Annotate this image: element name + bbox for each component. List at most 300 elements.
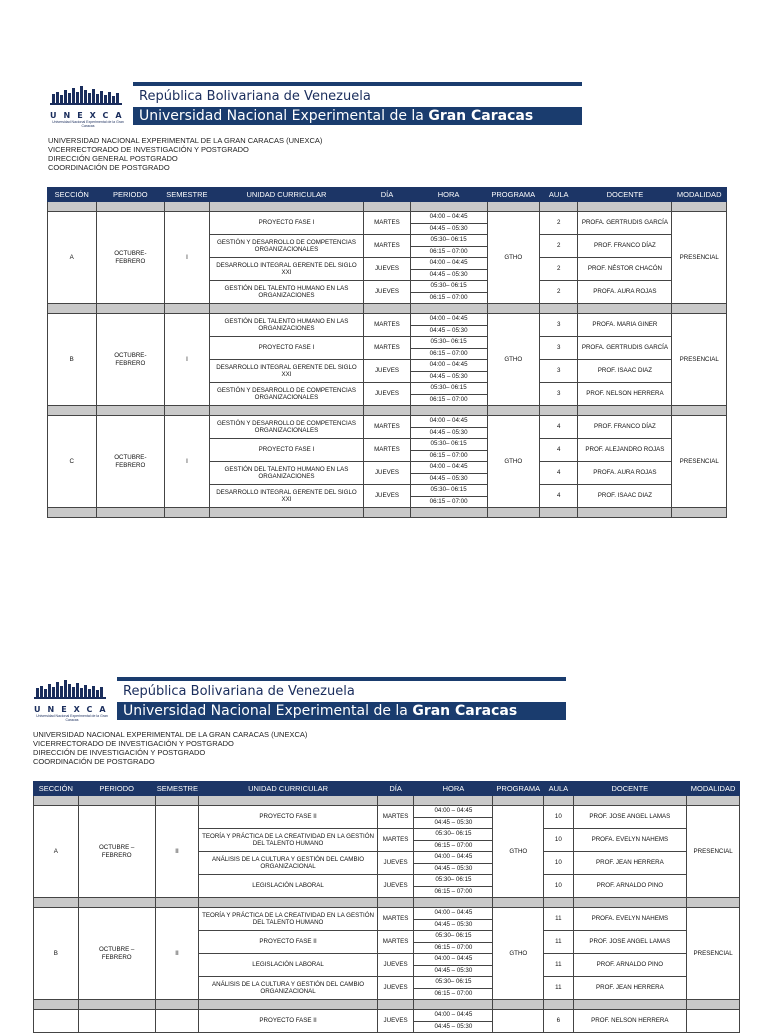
separator-cell	[96, 406, 165, 416]
institution-lines	[48, 136, 322, 172]
institution-line: DIRECCIÓN DE INVESTIGACIÓN Y POSTGRADO	[33, 748, 206, 757]
docente-cell: PROF. FRANCO DÍAZ	[578, 416, 672, 439]
hora-cell	[410, 212, 487, 235]
unidad-curricular-cell: PROYECTO FASE I	[209, 439, 364, 462]
column-header: DÍA	[377, 782, 414, 796]
aula-cell: 2	[540, 258, 578, 281]
unidad-curricular-cell: GESTIÓN DEL TALENTO HUMANO EN LAS ORGANIZACIONES	[209, 281, 364, 304]
separator-cell	[540, 406, 578, 416]
separator-cell	[487, 508, 540, 518]
hora-slot: 04:45 – 05:30	[429, 224, 468, 232]
separator-cell	[540, 202, 578, 212]
schedule-table	[33, 781, 740, 1033]
docente-cell: PROF. JOSE ANGEL LAMAS	[573, 806, 687, 829]
hora-slot: 05:30– 06:15	[411, 383, 487, 395]
column-header: AULA	[544, 782, 573, 796]
hora-slot: 06:15 – 07:00	[434, 943, 473, 951]
column-header: UNIDAD CURRICULAR	[209, 188, 364, 202]
hora-cell	[414, 931, 493, 954]
separator-cell	[96, 202, 165, 212]
separator-cell	[199, 898, 378, 908]
separator-cell	[377, 1000, 414, 1010]
modalidad-cell: PRESENCIAL	[672, 212, 727, 304]
hora-slot: 04:00 – 04:45	[414, 806, 492, 818]
hora-slot: 04:00 – 04:45	[414, 852, 492, 864]
docente-cell: PROFA. MARIA GINER	[578, 314, 672, 337]
semestre-cell: II	[155, 908, 199, 1000]
docente-cell: PROF. JOSE ANGEL LAMAS	[573, 931, 687, 954]
separator-cell	[165, 202, 209, 212]
hora-slot: 06:15 – 07:00	[429, 451, 468, 459]
dia-cell: JUEVES	[364, 485, 410, 508]
table-row	[34, 1010, 740, 1033]
separator-cell	[487, 304, 540, 314]
docente-cell: PROF. NELSON HERRERA	[578, 383, 672, 406]
aula-cell: 4	[540, 462, 578, 485]
hora-slot: 05:30– 06:15	[414, 977, 492, 989]
column-header: PERIODO	[78, 782, 155, 796]
column-header: SECCIÓN	[34, 782, 79, 796]
hora-slot: 06:15 – 07:00	[429, 293, 468, 301]
separator-cell	[687, 1000, 740, 1010]
hora-cell	[414, 1010, 493, 1033]
aula-cell: 2	[540, 235, 578, 258]
logo-buildings-icon	[34, 678, 108, 700]
docente-cell: PROFA. AURA ROJAS	[578, 462, 672, 485]
aula-cell: 4	[540, 439, 578, 462]
separator-cell	[165, 508, 209, 518]
dia-cell: JUEVES	[377, 1010, 414, 1033]
dia-cell: MARTES	[364, 212, 410, 235]
docente-cell: PROFA. EVELYN NAHEMS	[573, 908, 687, 931]
dia-cell: MARTES	[377, 931, 414, 954]
unidad-curricular-cell: DESARROLLO INTEGRAL GERENTE DEL SIGLO XXI	[209, 360, 364, 383]
institution-line: UNIVERSIDAD NACIONAL EXPERIMENTAL DE LA GRAN CARACAS (UNEXCA)	[48, 136, 323, 145]
separator-cell	[78, 796, 155, 806]
unidad-curricular-cell: TEORÍA Y PRÁCTICA DE LA CREATIVIDAD EN LA GESTIÓN DEL TALENTO HUMANO	[199, 829, 378, 852]
modalidad-cell: PRESENCIAL	[672, 314, 727, 406]
separator-cell	[573, 898, 687, 908]
aula-cell: 11	[544, 977, 573, 1000]
separator-cell	[96, 304, 165, 314]
docente-cell: PROF. JEAN HERRERA	[573, 852, 687, 875]
university-title-bold: Gran Caracas	[412, 703, 518, 719]
institution-line: COORDINACIÓN DE POSTGRADO	[48, 163, 170, 172]
separator-cell	[199, 796, 378, 806]
separator-cell	[364, 406, 410, 416]
periodo-cell	[78, 1010, 155, 1033]
separator-cell	[155, 1000, 199, 1010]
seccion-cell: B	[48, 314, 97, 406]
section-separator	[48, 508, 727, 518]
hora-slot: 06:15 – 07:00	[429, 247, 468, 255]
column-header: MODALIDAD	[687, 782, 740, 796]
docente-cell: PROF. NELSON HERRERA	[573, 1010, 687, 1033]
hora-cell	[410, 416, 487, 439]
hora-slot: 05:30– 06:15	[411, 337, 487, 349]
unidad-curricular-cell: GESTIÓN Y DESARROLLO DE COMPETENCIAS ORGANIZACIONALES	[209, 383, 364, 406]
modalidad-cell	[687, 1010, 740, 1033]
seccion-cell	[34, 1010, 79, 1033]
hora-cell	[414, 806, 493, 829]
docente-cell: PROFA. GERTRUDIS GARCÍA	[578, 212, 672, 235]
aula-cell: 11	[544, 954, 573, 977]
hora-cell	[410, 360, 487, 383]
unexca-logo	[34, 678, 113, 722]
section-separator	[48, 406, 727, 416]
column-header: SECCIÓN	[48, 188, 97, 202]
university-title-bold: Gran Caracas	[428, 108, 534, 124]
separator-cell	[414, 898, 493, 908]
separator-cell	[573, 796, 687, 806]
separator-cell	[377, 898, 414, 908]
hora-slot: 04:45 – 05:30	[429, 326, 468, 334]
dia-cell: JUEVES	[377, 977, 414, 1000]
hora-slot: 04:00 – 04:45	[411, 258, 487, 270]
separator-cell	[155, 898, 199, 908]
hora-slot: 04:00 – 04:45	[414, 908, 492, 920]
separator-cell	[414, 796, 493, 806]
separator-cell	[672, 406, 727, 416]
separator-cell	[672, 304, 727, 314]
hora-slot: 04:45 – 05:30	[434, 920, 473, 928]
institution-line: UNIVERSIDAD NACIONAL EXPERIMENTAL DE LA GRAN CARACAS (UNEXCA)	[33, 730, 308, 739]
aula-cell: 3	[540, 383, 578, 406]
separator-cell	[199, 1000, 378, 1010]
hora-slot: 04:45 – 05:30	[434, 864, 473, 872]
unidad-curricular-cell: DESARROLLO INTEGRAL GERENTE DEL SIGLO XXI	[209, 485, 364, 508]
dia-cell: JUEVES	[377, 852, 414, 875]
hora-slot: 04:00 – 04:45	[414, 1010, 492, 1022]
programa-cell: GTHO	[493, 806, 544, 898]
dia-cell: MARTES	[377, 829, 414, 852]
hora-slot: 04:00 – 04:45	[411, 416, 487, 428]
docente-cell: PROF. ALEJANDRO ROJAS	[578, 439, 672, 462]
docente-cell: PROF. ISAAC DIAZ	[578, 485, 672, 508]
separator-cell	[155, 796, 199, 806]
separator-cell	[544, 796, 573, 806]
docente-cell: PROFA. GERTRUDIS GARCÍA	[578, 337, 672, 360]
separator-cell	[578, 202, 672, 212]
seccion-cell: A	[48, 212, 97, 304]
hora-slot: 04:00 – 04:45	[414, 954, 492, 966]
dia-cell: JUEVES	[364, 360, 410, 383]
separator-cell	[687, 898, 740, 908]
hora-cell	[414, 954, 493, 977]
hora-cell	[410, 485, 487, 508]
university-title	[117, 702, 566, 720]
column-header: DOCENTE	[578, 188, 672, 202]
docente-cell: PROFA. AURA ROJAS	[578, 281, 672, 304]
university-title	[133, 107, 582, 125]
modalidad-cell: PRESENCIAL	[687, 908, 740, 1000]
separator-cell	[544, 1000, 573, 1010]
unidad-curricular-cell: PROYECTO FASE II	[199, 806, 378, 829]
separator-cell	[34, 898, 79, 908]
table-row	[48, 314, 727, 337]
dia-cell: JUEVES	[377, 954, 414, 977]
seccion-cell: C	[48, 416, 97, 508]
institution-line: COORDINACIÓN DE POSTGRADO	[33, 757, 155, 766]
hora-slot: 04:45 – 05:30	[434, 1022, 473, 1030]
separator-cell	[410, 202, 487, 212]
aula-cell: 4	[540, 485, 578, 508]
column-header: SEMESTRE	[155, 782, 199, 796]
hora-slot: 06:15 – 07:00	[434, 841, 473, 849]
unidad-curricular-cell: GESTIÓN Y DESARROLLO DE COMPETENCIAS ORGANIZACIONALES	[209, 235, 364, 258]
column-header: AULA	[540, 188, 578, 202]
institution-lines	[33, 730, 307, 766]
table-row	[34, 908, 740, 931]
separator-cell	[487, 406, 540, 416]
separator-cell	[540, 508, 578, 518]
hora-slot: 06:15 – 07:00	[429, 497, 468, 505]
programa-cell: GTHO	[487, 416, 540, 508]
logo-subtitle: Universidad Nacional Experimental de la Gran Caracas	[52, 120, 124, 128]
country-title: República Bolivariana de Venezuela	[139, 89, 371, 104]
hora-cell	[410, 258, 487, 281]
dia-cell: JUEVES	[364, 462, 410, 485]
separator-cell	[544, 898, 573, 908]
periodo-cell: OCTUBRE- FEBRERO	[96, 416, 165, 508]
university-title-main: Universidad Nacional Experimental de la	[139, 108, 429, 124]
hora-slot: 06:15 – 07:00	[434, 887, 473, 895]
programa-cell: GTHO	[493, 908, 544, 1000]
programa-cell: GTHO	[487, 314, 540, 406]
hora-slot: 04:45 – 05:30	[429, 270, 468, 278]
separator-cell	[364, 508, 410, 518]
hora-slot: 05:30– 06:15	[411, 439, 487, 451]
unidad-curricular-cell: TEORÍA Y PRÁCTICA DE LA CREATIVIDAD EN LA GESTIÓN DEL TALENTO HUMANO	[199, 908, 378, 931]
hora-slot: 04:45 – 05:30	[429, 474, 468, 482]
institution-line: VICERRECTORADO DE INVESTIGACIÓN Y POSTGRADO	[33, 739, 234, 748]
separator-cell	[578, 304, 672, 314]
dia-cell: JUEVES	[364, 258, 410, 281]
column-header: HORA	[410, 188, 487, 202]
column-header: PERIODO	[96, 188, 165, 202]
column-header: DOCENTE	[573, 782, 687, 796]
table-row	[48, 212, 727, 235]
separator-cell	[672, 508, 727, 518]
unidad-curricular-cell: PROYECTO FASE II	[199, 931, 378, 954]
logo-wordmark: UNEXCA	[50, 111, 129, 120]
programa-cell: GTHO	[487, 212, 540, 304]
separator-cell	[34, 1000, 79, 1010]
separator-cell	[165, 406, 209, 416]
unexca-logo	[50, 84, 129, 128]
aula-cell: 10	[544, 829, 573, 852]
country-title: República Bolivariana de Venezuela	[123, 684, 355, 699]
hora-slot: 04:00 – 04:45	[411, 314, 487, 326]
schedule-table	[47, 187, 727, 518]
table-row	[48, 416, 727, 439]
programa-cell	[493, 1010, 544, 1033]
aula-cell: 11	[544, 908, 573, 931]
hora-slot: 06:15 – 07:00	[429, 395, 468, 403]
aula-cell: 3	[540, 337, 578, 360]
logo-buildings-icon	[50, 84, 124, 106]
aula-cell: 6	[544, 1010, 573, 1033]
unidad-curricular-cell: LEGISLACIÓN LABORAL	[199, 954, 378, 977]
periodo-cell: OCTUBRE- FEBRERO	[96, 212, 165, 304]
dia-cell: MARTES	[377, 806, 414, 829]
separator-cell	[209, 508, 364, 518]
docente-cell: PROF. NÉSTOR CHACÓN	[578, 258, 672, 281]
hora-cell	[410, 462, 487, 485]
unidad-curricular-cell: PROYECTO FASE I	[209, 337, 364, 360]
logo-wordmark: UNEXCA	[34, 705, 113, 714]
seccion-cell: B	[34, 908, 79, 1000]
separator-cell	[209, 304, 364, 314]
hora-slot: 04:00 – 04:45	[411, 212, 487, 224]
hora-slot: 05:30– 06:15	[414, 829, 492, 841]
hora-cell	[410, 383, 487, 406]
hora-slot: 06:15 – 07:00	[434, 989, 473, 997]
aula-cell: 2	[540, 281, 578, 304]
separator-cell	[48, 202, 97, 212]
column-header: PROGRAMA	[493, 782, 544, 796]
institution-line: VICERRECTORADO DE INVESTIGACIÓN Y POSTGRADO	[48, 145, 249, 154]
column-header: SEMESTRE	[165, 188, 209, 202]
dia-cell: MARTES	[364, 314, 410, 337]
modalidad-cell: PRESENCIAL	[672, 416, 727, 508]
logo-subtitle: Universidad Nacional Experimental de la Gran Caracas	[36, 714, 108, 722]
periodo-cell: OCTUBRE- FEBRERO	[96, 314, 165, 406]
unidad-curricular-cell: ANÁLISIS DE LA CULTURA Y GESTIÓN DEL CAMBIO ORGANIZACIONAL	[199, 852, 378, 875]
hora-cell	[414, 875, 493, 898]
separator-cell	[48, 406, 97, 416]
hora-slot: 04:45 – 05:30	[429, 372, 468, 380]
unidad-curricular-cell: ANÁLISIS DE LA CULTURA Y GESTIÓN DEL CAMBIO ORGANIZACIONAL	[199, 977, 378, 1000]
aula-cell: 3	[540, 314, 578, 337]
dia-cell: MARTES	[364, 235, 410, 258]
column-header: PROGRAMA	[487, 188, 540, 202]
aula-cell: 11	[544, 931, 573, 954]
hora-slot: 06:15 – 07:00	[429, 349, 468, 357]
docente-cell: PROF. FRANCO DÍAZ	[578, 235, 672, 258]
modalidad-cell: PRESENCIAL	[687, 806, 740, 898]
separator-cell	[578, 406, 672, 416]
institution-line: DIRECCIÓN GENERAL POSTGRADO	[48, 154, 178, 163]
unidad-curricular-cell: DESARROLLO INTEGRAL GERENTE DEL SIGLO XXI	[209, 258, 364, 281]
header-banner	[117, 677, 566, 720]
section-separator	[34, 898, 740, 908]
hora-slot: 04:00 – 04:45	[411, 462, 487, 474]
hora-cell	[410, 337, 487, 360]
separator-cell	[364, 202, 410, 212]
separator-cell	[493, 898, 544, 908]
hora-slot: 04:45 – 05:30	[429, 428, 468, 436]
periodo-cell: OCTUBRE – FEBRERO	[78, 806, 155, 898]
separator-cell	[540, 304, 578, 314]
aula-cell: 3	[540, 360, 578, 383]
section-separator	[34, 1000, 740, 1010]
dia-cell: MARTES	[364, 439, 410, 462]
column-header: MODALIDAD	[672, 188, 727, 202]
unidad-curricular-cell: GESTIÓN DEL TALENTO HUMANO EN LAS ORGANIZACIONES	[209, 314, 364, 337]
separator-cell	[96, 508, 165, 518]
hora-cell	[414, 908, 493, 931]
unidad-curricular-cell: PROYECTO FASE I	[209, 212, 364, 235]
aula-cell: 2	[540, 212, 578, 235]
aula-cell: 4	[540, 416, 578, 439]
docente-cell: PROF. ISAAC DIAZ	[578, 360, 672, 383]
dia-cell: MARTES	[364, 337, 410, 360]
separator-cell	[493, 796, 544, 806]
separator-cell	[487, 202, 540, 212]
hora-cell	[410, 439, 487, 462]
hora-slot: 04:45 – 05:30	[434, 818, 473, 826]
docente-cell: PROF. ARNALDO PINO	[573, 875, 687, 898]
hora-slot: 05:30– 06:15	[414, 875, 492, 887]
dia-cell: JUEVES	[364, 281, 410, 304]
dia-cell: MARTES	[377, 908, 414, 931]
docente-cell: PROF. JEAN HERRERA	[573, 977, 687, 1000]
hora-cell	[410, 281, 487, 304]
periodo-cell: OCTUBRE – FEBRERO	[78, 908, 155, 1000]
unidad-curricular-cell: GESTIÓN DEL TALENTO HUMANO EN LAS ORGANIZACIONES	[209, 462, 364, 485]
hora-cell	[414, 977, 493, 1000]
column-header: DÍA	[364, 188, 410, 202]
aula-cell: 10	[544, 875, 573, 898]
separator-cell	[573, 1000, 687, 1010]
aula-cell: 10	[544, 852, 573, 875]
section-separator	[48, 202, 727, 212]
separator-cell	[48, 304, 97, 314]
separator-cell	[78, 898, 155, 908]
hora-slot: 05:30– 06:15	[411, 281, 487, 293]
dia-cell: JUEVES	[364, 383, 410, 406]
separator-cell	[414, 1000, 493, 1010]
aula-cell: 10	[544, 806, 573, 829]
semestre-cell: II	[155, 806, 199, 898]
separator-cell	[78, 1000, 155, 1010]
separator-cell	[410, 406, 487, 416]
hora-cell	[414, 829, 493, 852]
column-header: HORA	[414, 782, 493, 796]
seccion-cell: A	[34, 806, 79, 898]
hora-slot: 05:30– 06:15	[411, 485, 487, 497]
separator-cell	[672, 202, 727, 212]
section-separator	[34, 796, 740, 806]
dia-cell: MARTES	[364, 416, 410, 439]
separator-cell	[687, 796, 740, 806]
semestre-cell: I	[165, 212, 209, 304]
separator-cell	[364, 304, 410, 314]
separator-cell	[48, 508, 97, 518]
university-title-main: Universidad Nacional Experimental de la	[123, 703, 413, 719]
unidad-curricular-cell: GESTIÓN Y DESARROLLO DE COMPETENCIAS ORGANIZACIONALES	[209, 416, 364, 439]
separator-cell	[209, 202, 364, 212]
header-banner	[133, 82, 582, 125]
hora-slot: 04:00 – 04:45	[411, 360, 487, 372]
section-separator	[48, 304, 727, 314]
separator-cell	[377, 796, 414, 806]
table-row	[34, 806, 740, 829]
docente-cell: PROF. ARNALDO PINO	[573, 954, 687, 977]
separator-cell	[209, 406, 364, 416]
hora-cell	[410, 235, 487, 258]
separator-cell	[34, 796, 79, 806]
unidad-curricular-cell: LEGISLACIÓN LABORAL	[199, 875, 378, 898]
hora-slot: 05:30– 06:15	[414, 931, 492, 943]
hora-slot: 05:30– 06:15	[411, 235, 487, 247]
semestre-cell	[155, 1010, 199, 1033]
unidad-curricular-cell: PROYECTO FASE II	[199, 1010, 378, 1033]
docente-cell: PROFA. EVELYN NAHEMS	[573, 829, 687, 852]
column-header: UNIDAD CURRICULAR	[199, 782, 378, 796]
separator-cell	[493, 1000, 544, 1010]
